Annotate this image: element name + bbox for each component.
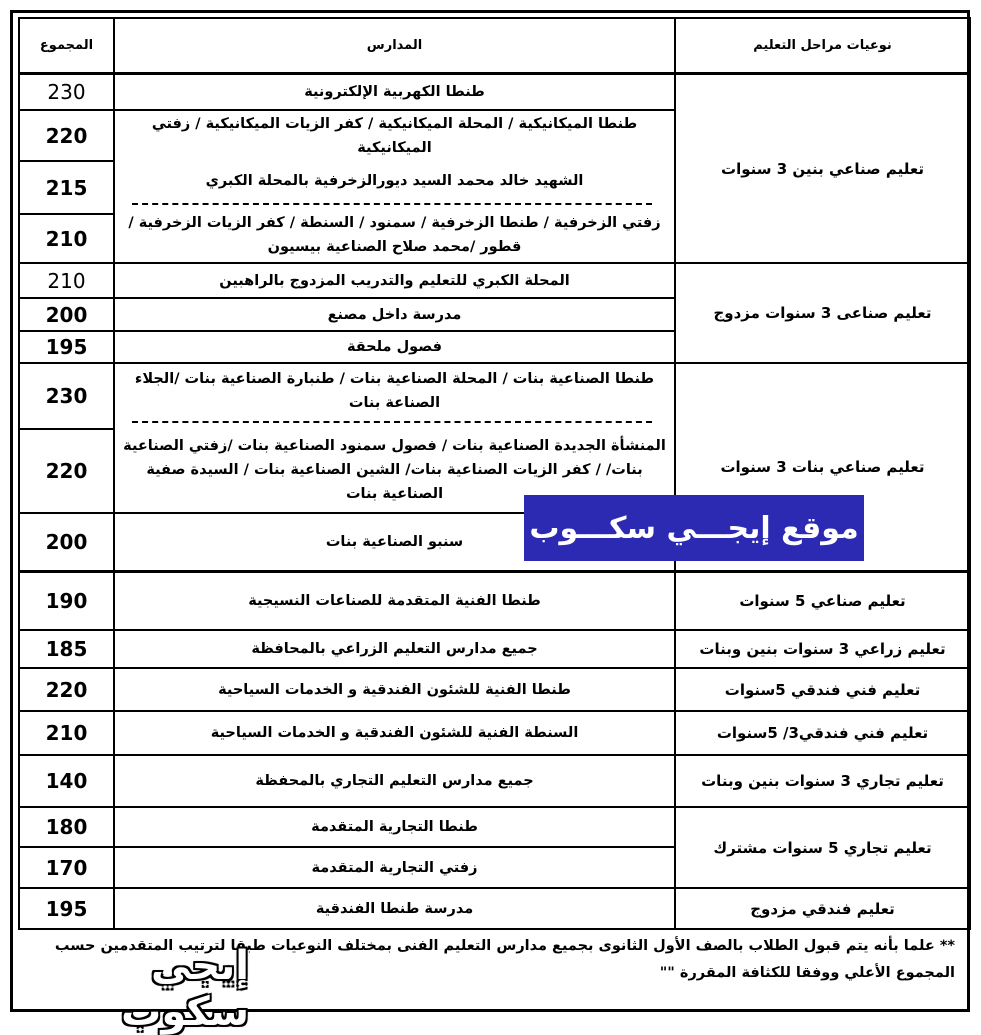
school-cell: سنبو الصناعية بنات	[325, 534, 464, 550]
stage-cell: تعليم تجاري 3 سنوات بنين وبنات	[701, 772, 944, 790]
stage-cell: تعليم زراعي 3 سنوات بنين وبنات	[699, 640, 946, 658]
total-cell: 220	[45, 123, 88, 148]
total-cell: 220	[45, 677, 88, 702]
total-cell: 210	[45, 226, 88, 251]
school-cell: الشهيد خالد محمد السيد ديورالزخرفية بالمحلة الكبري	[205, 173, 584, 189]
stage-cell: تعليم تجاري 5 سنوات مشترك	[713, 838, 932, 857]
total-cell: 170	[45, 855, 88, 880]
total-cell: 185	[45, 637, 88, 661]
total-cell: 200	[45, 530, 88, 554]
total-cell: 190	[45, 589, 88, 613]
stage-cell: تعليم فني فندقي3/ 5سنوات	[716, 724, 929, 742]
grid-line	[969, 17, 971, 929]
school-cell: طنطا التجارية المتقدمة	[311, 819, 478, 835]
total-cell: 200	[45, 302, 88, 327]
school-cell: طنطا الفنية للشئون الفندقية و الخدمات السياحية	[218, 681, 571, 698]
stage-cell: تعليم صناعي بنات 3 سنوات	[720, 458, 925, 476]
total-cell: 140	[45, 769, 88, 793]
school-cell: المحلة الكبري للتعليم والتدريب المزدوج بالراهبين	[219, 272, 570, 289]
school-cell: فصول ملحقة	[346, 339, 443, 355]
footnote: ** علما بأنه يتم قبول الطلاب بالصف الأول الثانوى بجميع مدارس التعليم الفنى بمختلف النوعيات طبقا لترتيب المتقدمين حسب المجموع الأعلي ووفقا للكثافة المقررة ""	[54, 938, 955, 981]
school-cell: زفتي التجارية المتقدمة	[311, 859, 478, 876]
header-schools: المدارس	[366, 38, 423, 53]
total-cell: 230	[47, 80, 86, 104]
total-cell: 210	[47, 268, 86, 293]
total-cell: 180	[45, 815, 88, 839]
school-cell: السنطة الفنية للشئون الفندقية و الخدمات السياحية	[210, 725, 579, 741]
stage-cell: تعليم صناعي 5 سنوات	[739, 592, 906, 610]
stage-cell: تعليم صناعى 3 سنوات مزدوج	[713, 304, 932, 322]
total-cell: 230	[45, 384, 88, 408]
school-cell: مدرسة طنطا الفندقية	[315, 900, 474, 917]
total-cell: 195	[45, 896, 88, 921]
school-cell: مدرسة داخل مصنع	[327, 306, 462, 323]
school-cell: طنطا الميكانيكية / المحلة الميكانيكية / كفر الزيات الميكانيكية / زفتي الميكانيكية	[151, 115, 638, 156]
school-cell: المنشأة الجديدة الصناعية بنات / فصول سمنود الصناعية بنات /زفتي الصناعية بنات/ / كفر الزيات الصناعية بنات/ الشين الصناعية بنات / السيدة صفية الصناعية بنات	[123, 438, 666, 502]
total-cell: 195	[45, 335, 88, 359]
watermark-logo: إيجي سكوب	[121, 943, 249, 1035]
school-cell: طنطا الكهربية الإلكترونية	[304, 84, 485, 100]
watermark-banner: موقع إيجـــي سكـــوب	[524, 495, 864, 561]
school-cell: جميع مدارس التعليم التجاري بالمحفظة	[255, 773, 534, 789]
dashed-separator	[132, 421, 652, 423]
grid-line	[18, 928, 971, 930]
dashed-separator	[132, 203, 652, 205]
total-cell: 215	[45, 175, 88, 200]
stage-cell: تعليم فندقي مزدوج	[750, 899, 895, 918]
total-cell: 210	[45, 721, 88, 745]
stage-cell: تعليم صناعي بنين 3 سنوات	[721, 159, 924, 178]
stage-cell: تعليم فني فندقي 5سنوات	[724, 680, 921, 699]
school-cell: جميع مدارس التعليم الزراعي بالمحافظة	[251, 641, 538, 657]
header-total: المجموع	[39, 38, 94, 53]
school-cell: طنطا الفنية المتقدمة للصناعات النسيجية	[248, 593, 541, 609]
school-cell: طنطا الصناعية بنات / المحلة الصناعية بنات / طنبارة الصناعية بنات /الجلاء الصناعة بنات	[134, 371, 655, 411]
header-stage: نوعيات مراحل التعليم	[753, 38, 892, 53]
total-cell: 220	[45, 459, 88, 483]
school-cell: زفتي الزخرفية / طنطا الزخرفية / سمنود / السنطة / كفر الزيات الزخرفية / قطور /محمد صلاح الصناعية بيسيون	[128, 215, 661, 255]
